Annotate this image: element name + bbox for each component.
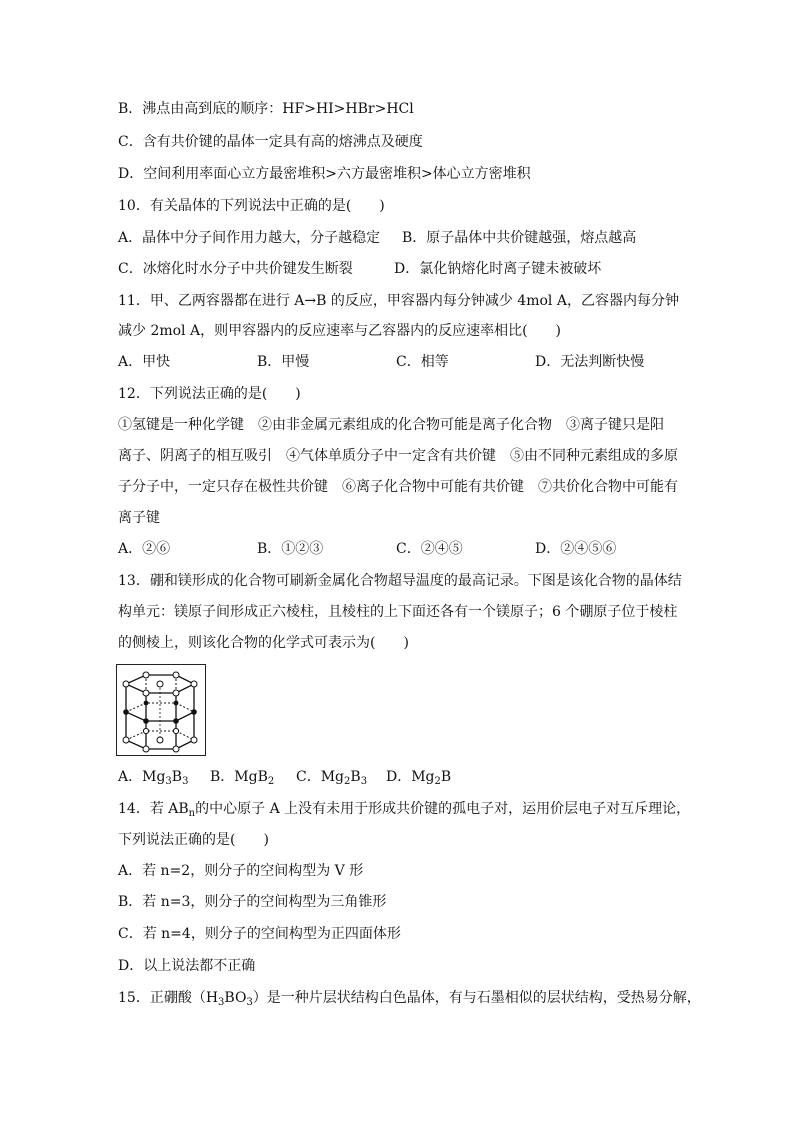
question-12-option-d: D．②④⑤⑥ <box>535 541 617 557</box>
option-c-covalent-crystal: C．含有共价键的晶体一定具有高的熔沸点及硬度 <box>118 134 423 150</box>
question-12-option-b: B．①②③ <box>257 541 324 557</box>
question-14-stem-line-1: 14．若 $AB_n$的中心原子 A 上没有未用于形成共价键的孤电子对，运用价层电子对互斥理论， <box>118 801 691 819</box>
question-12-statement-line-2: 离子、阴离子的相互吸引 ④气体单质分子中一定含有共价键 ⑤由不同种元素组成的多原 <box>118 448 678 464</box>
question-12-option-a: A．②⑥ <box>118 541 171 557</box>
question-11-option-b: B．甲慢 <box>257 354 310 370</box>
question-14-option-a: A．若 n=2，则分子的空间构型为 V 形 <box>118 863 364 879</box>
question-13-stem-line-2: 构单元：镁原子间形成正六棱柱，且棱柱的上下面还各有一个镁原子；6 个硼原子位于棱柱 <box>118 604 678 620</box>
question-13-option-b: B．MgB$_2$ <box>210 769 275 787</box>
question-11-option-a: A．甲快 <box>118 354 171 370</box>
question-12-statement-line-1: ①氢键是一种化学键 ②由非金属元素组成的化合物可能是离子化合物 ③离子键只是阳 <box>118 417 664 433</box>
question-10-option-d: D．氯化钠熔化时离子键未被破坏 <box>394 261 602 277</box>
question-13-option-c: C．$Mg_2B_3$ <box>296 769 368 787</box>
question-12-statement-line-3: 子分子中，一定只存在极性共价键 ⑥离子化合物中可能有共价键 ⑦共价化合物中可能有 <box>118 479 678 495</box>
question-10-stem: 10．有关晶体的下列说法中正确的是( ) <box>118 198 385 214</box>
question-14-option-b: B．若 n=3，则分子的空间构型为三角锥形 <box>118 894 387 910</box>
question-12-stem: 12．下列说法正确的是( ) <box>118 386 301 402</box>
question-12-option-c: C．②④⑤ <box>396 541 463 557</box>
question-13-option-a: A．$Mg_3B_3$ <box>118 769 189 787</box>
question-11-option-c: C．相等 <box>396 354 449 370</box>
hexagonal-prism-crystal-figure <box>116 664 206 756</box>
question-14-option-c: C．若 n=4，则分子的空间构型为正四面体形 <box>118 926 401 942</box>
question-11-option-d: D．无法判断快慢 <box>535 354 645 370</box>
question-13-stem-line-1: 13．硼和镁形成的化合物可刷新金属化合物超导温度的最高记录。下图是该化合物的晶体结 <box>118 573 682 589</box>
question-11-stem-line-1: 11．甲、乙两容器都在进行 A→B 的反应，甲容器内每分钟减少 4mol A，乙容器内每分钟 <box>118 293 679 309</box>
question-14-stem-line-2: 下列说法正确的是( ) <box>118 832 269 848</box>
question-13-option-d: D．$Mg_2B$ <box>386 769 452 787</box>
question-10-option-b: B．原子晶体中共价键越强，熔点越高 <box>402 230 637 246</box>
question-10-option-c: C．冰熔化时水分子中共价键发生断裂 <box>118 261 353 277</box>
option-d-packing-efficiency: D．空间利用率面心立方最密堆积>六方最密堆积>体心立方密堆积 <box>118 166 531 182</box>
crystal-structure-diagram <box>116 664 206 756</box>
option-b-boiling-point: B．沸点由高到底的顺序：HF>HI>HBr>HCl <box>118 101 414 117</box>
question-14-option-d: D．以上说法都不正确 <box>118 958 256 974</box>
question-12-statement-line-4: 离子键 <box>118 510 160 526</box>
question-15-stem: 15．正硼酸$(H_3BO_3)$是一种片层状结构白色晶体，有与石墨相似的层状结构，受热易分解， <box>118 990 701 1008</box>
question-13-stem-line-3: 的侧棱上，则该化合物的化学式可表示为( ) <box>118 635 409 651</box>
question-11-stem-line-2: 减少 2mol A，则甲容器内的反应速率与乙容器内的反应速率相比( ) <box>118 323 562 339</box>
question-10-option-a: A．晶体中分子间作用力越大，分子越稳定 <box>118 230 381 246</box>
